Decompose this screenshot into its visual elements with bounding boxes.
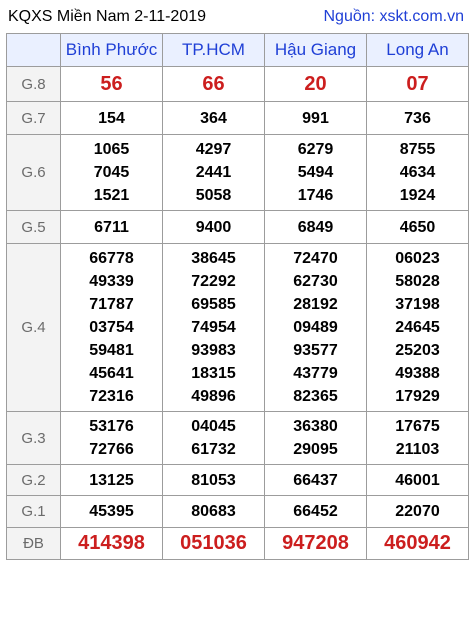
- province-header[interactable]: Hậu Giang: [265, 34, 367, 67]
- prize-label: G.2: [7, 465, 61, 496]
- prize-number: 1746: [297, 187, 334, 204]
- prize-cell: [61, 244, 163, 412]
- prize-row-g4: [7, 244, 469, 412]
- prize-number: 4634: [399, 164, 436, 181]
- prize-number: 7045: [93, 164, 130, 181]
- prize-number: 66437: [265, 465, 367, 496]
- prize-number: 66452: [265, 496, 367, 528]
- prize-number: 45641: [89, 365, 134, 382]
- prize-number: 45395: [61, 496, 163, 528]
- prize-label: G.6: [7, 135, 61, 211]
- prize-number: 09489: [293, 319, 338, 336]
- prize-number: 61732: [191, 441, 236, 458]
- prize-label: G.8: [7, 67, 61, 102]
- prize-number: 80683: [163, 496, 265, 528]
- prize-cell: [265, 135, 367, 211]
- prize-row-g3: [7, 412, 469, 465]
- prize-number: 24645: [395, 319, 440, 336]
- page-title: KQXS Miền Nam 2-11-2019: [8, 8, 207, 25]
- prize-number: 71787: [89, 296, 134, 313]
- source-link[interactable]: Nguồn: xskt.com.vn: [323, 8, 464, 25]
- province-header-row: [7, 34, 469, 67]
- prize-number: 62730: [293, 273, 338, 290]
- prize-cell: [163, 135, 265, 211]
- prize-cell: [265, 412, 367, 465]
- prize-row-g7: [7, 102, 469, 135]
- prize-number: 72292: [191, 273, 236, 290]
- prize-number: 58028: [395, 273, 440, 290]
- province-header[interactable]: TP.HCM: [163, 34, 265, 67]
- prize-number: 25203: [395, 342, 440, 359]
- prize-number: 17929: [395, 388, 440, 405]
- prize-row-g8: [7, 67, 469, 102]
- prize-number: 9400: [163, 211, 265, 244]
- prize-number: 6279: [297, 141, 334, 158]
- page-header: [6, 4, 468, 30]
- prize-cell: [367, 244, 469, 412]
- prize-number: 18315: [191, 365, 236, 382]
- prize-number: 8755: [399, 141, 436, 158]
- prize-label: G.5: [7, 211, 61, 244]
- prize-number: 154: [61, 102, 163, 135]
- prize-number: 72316: [89, 388, 134, 405]
- prize-number: 29095: [293, 441, 338, 458]
- prize-number: 93577: [293, 342, 338, 359]
- special-prize-number: 051036: [163, 528, 265, 560]
- prize-label: ĐB: [7, 528, 61, 560]
- prize-number: 6849: [265, 211, 367, 244]
- prize-number: 28192: [293, 296, 338, 313]
- prize-number: 1065: [93, 141, 130, 158]
- prize-number: 5494: [297, 164, 334, 181]
- corner-cell: [7, 34, 61, 67]
- prize-number: 1924: [399, 187, 436, 204]
- prize-number: 66778: [89, 250, 134, 267]
- prize-cell: [265, 244, 367, 412]
- prize-number: 4297: [195, 141, 232, 158]
- prize-cell: [163, 412, 265, 465]
- special-prize-number: 947208: [265, 528, 367, 560]
- special-prize-number: 414398: [61, 528, 163, 560]
- prize-number: 21103: [395, 441, 440, 458]
- prize-number: 46001: [367, 465, 469, 496]
- prize-number: 53176: [89, 418, 134, 435]
- prize-number: 6711: [61, 211, 163, 244]
- prize-number: 5058: [195, 187, 232, 204]
- prize-cell: [61, 412, 163, 465]
- prize-number: 43779: [293, 365, 338, 382]
- prize-number: 56: [61, 67, 163, 102]
- prize-number: 49896: [191, 388, 236, 405]
- prize-cell: [163, 244, 265, 412]
- prize-label: G.1: [7, 496, 61, 528]
- prize-number: 07: [367, 67, 469, 102]
- prize-label: G.3: [7, 412, 61, 465]
- prize-number: 38645: [191, 250, 236, 267]
- prize-number: 06023: [395, 250, 440, 267]
- prize-row-g1: [7, 496, 469, 528]
- prize-number: 03754: [89, 319, 134, 336]
- prize-number: 69585: [191, 296, 236, 313]
- prize-number: 364: [163, 102, 265, 135]
- prize-number: 36380: [293, 418, 338, 435]
- prize-number: 1521: [93, 187, 130, 204]
- prize-row-g6: [7, 135, 469, 211]
- prize-number: 49339: [89, 273, 134, 290]
- prize-number: 74954: [191, 319, 236, 336]
- prize-number: 17675: [395, 418, 440, 435]
- prize-number: 66: [163, 67, 265, 102]
- prize-number: 72766: [89, 441, 134, 458]
- prize-number: 20: [265, 67, 367, 102]
- prize-cell: [367, 412, 469, 465]
- prize-number: 13125: [61, 465, 163, 496]
- prize-number: 49388: [395, 365, 440, 382]
- lottery-results-table: [6, 33, 469, 560]
- prize-number: 81053: [163, 465, 265, 496]
- prize-row-g2: [7, 465, 469, 496]
- prize-number: 37198: [395, 296, 440, 313]
- prize-number: 93983: [191, 342, 236, 359]
- prize-row-g5: [7, 211, 469, 244]
- prize-label: G.7: [7, 102, 61, 135]
- province-header[interactable]: Bình Phước: [61, 34, 163, 67]
- prize-label: G.4: [7, 244, 61, 412]
- province-header[interactable]: Long An: [367, 34, 469, 67]
- prize-number: 991: [265, 102, 367, 135]
- prize-cell: [61, 135, 163, 211]
- prize-cell: [367, 135, 469, 211]
- prize-number: 04045: [191, 418, 236, 435]
- prize-number: 82365: [293, 388, 338, 405]
- prize-number: 59481: [89, 342, 134, 359]
- special-prize-number: 460942: [367, 528, 469, 560]
- prize-number: 22070: [367, 496, 469, 528]
- prize-number: 2441: [195, 164, 232, 181]
- prize-number: 736: [367, 102, 469, 135]
- prize-row-special: [7, 528, 469, 560]
- prize-number: 4650: [367, 211, 469, 244]
- prize-number: 72470: [293, 250, 338, 267]
